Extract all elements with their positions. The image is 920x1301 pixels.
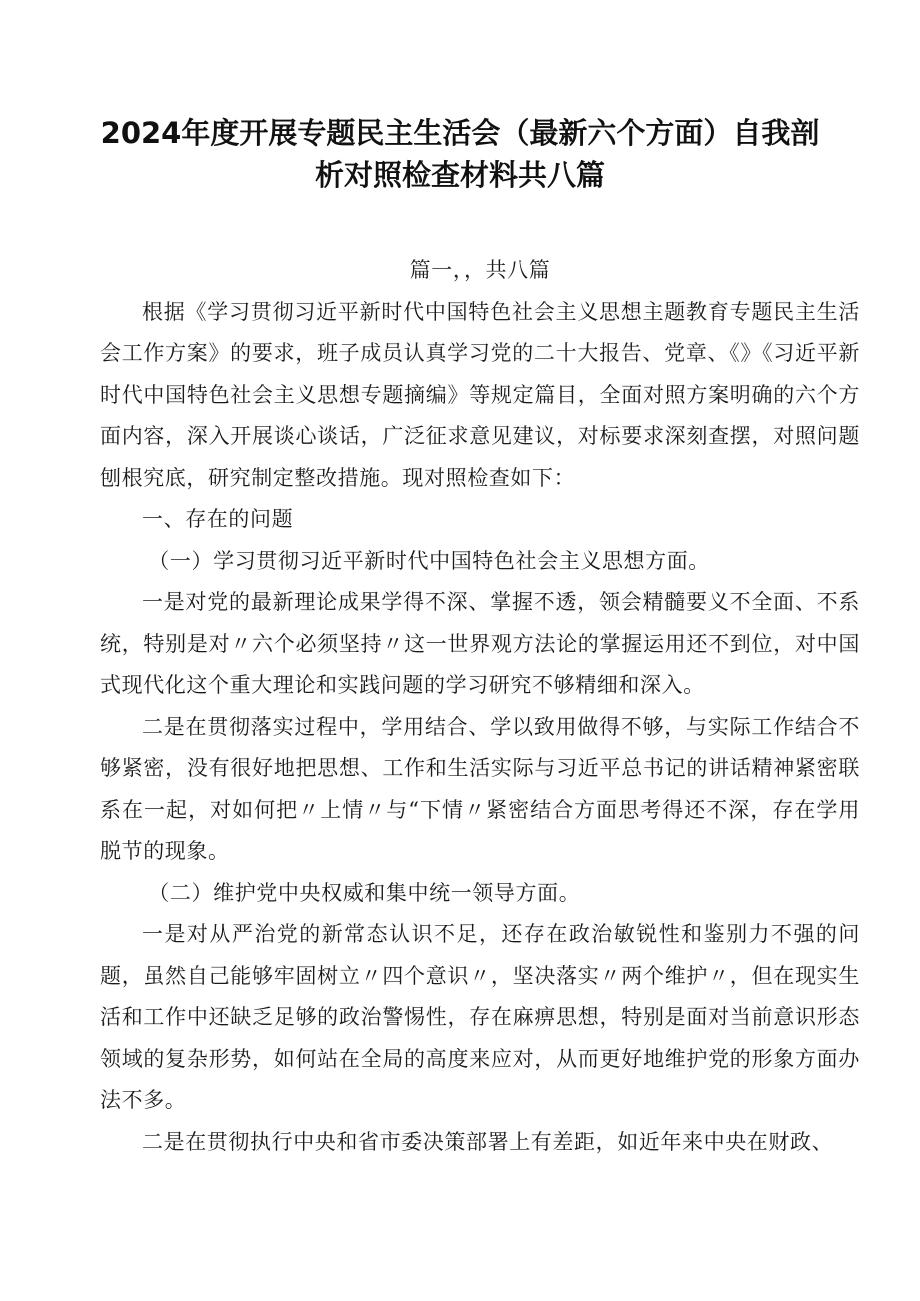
section-heading: 篇一，，共八篇 — [409, 258, 551, 282]
title-line-1: 2024年度开展专题民主生活会（最新六个方面）自我剖 — [100, 116, 820, 150]
paragraph-1-2: 二是在贯彻落实过程中，学用结合、学以致用做得不够，与实际工作结合不够紧密，没有很好地把思想、工作和生活实际与习近平总书记的讲话精神紧密联系在一起，对如何把〃上情〃与“下情〃紧密结合方面思考得还不深，存在学用脱节的现象。 — [100, 714, 860, 863]
paragraph-1-1: 一是对党的最新理论成果学得不深、掌握不透，领会精髓要义不全面、不系统，特别是对〃六个必须坚持〃这一世界观方法论的掌握运用还不到位，对中国式现代化这个重大理论和实践问题的学习研究不够精细和深入。 — [100, 590, 860, 697]
paragraph-2-1: 一是对从严治党的新常态认识不足，还存在政治敏锐性和鉴别力不强的问题，虽然自己能够牢固树立〃四个意识〃，坚决落实〃两个维护〃，但在现实生活和工作中还缺乏足够的政治警惕性，存在麻痹思想，特别是面对当前意识形态领域的复杂形势，如何站在全局的高度来应对，从而更好地维护党的形象方面办法不多。 — [100, 922, 860, 1112]
title-line-2: 析对照检查材料共八篇 — [314, 158, 605, 192]
document-title — [60, 112, 860, 196]
subsection-heading-1: （一）学习贯彻习近平新时代中国特色社会主义思想方面。 — [148, 548, 710, 573]
paragraph-2-2: 二是在贯彻执行中央和省市委决策部署上有差距，如近年来中央在财政、 — [142, 1129, 834, 1154]
part-heading-problems: 一、存在的问题 — [142, 507, 294, 531]
intro-paragraph: 根据《学习贯彻习近平新时代中国特色社会主义思想主题教育专题民主生活会工作方案》的要求，班子成员认真学习党的二十大报告、党章、《》《习近平新时代中国特色社会主义思想专题摘编》等规定篇目，全面对照方案明确的六个方面内容，深入开展谈心谈话，广泛征求意见建议，对标要求深刻查摆，对照问题刨根究底，研究制定整改措施。现对照检查如下： — [100, 299, 860, 490]
subsection-heading-2: （二）维护党中央权威和集中统一领导方面。 — [148, 880, 581, 905]
document-body — [100, 250, 860, 1163]
